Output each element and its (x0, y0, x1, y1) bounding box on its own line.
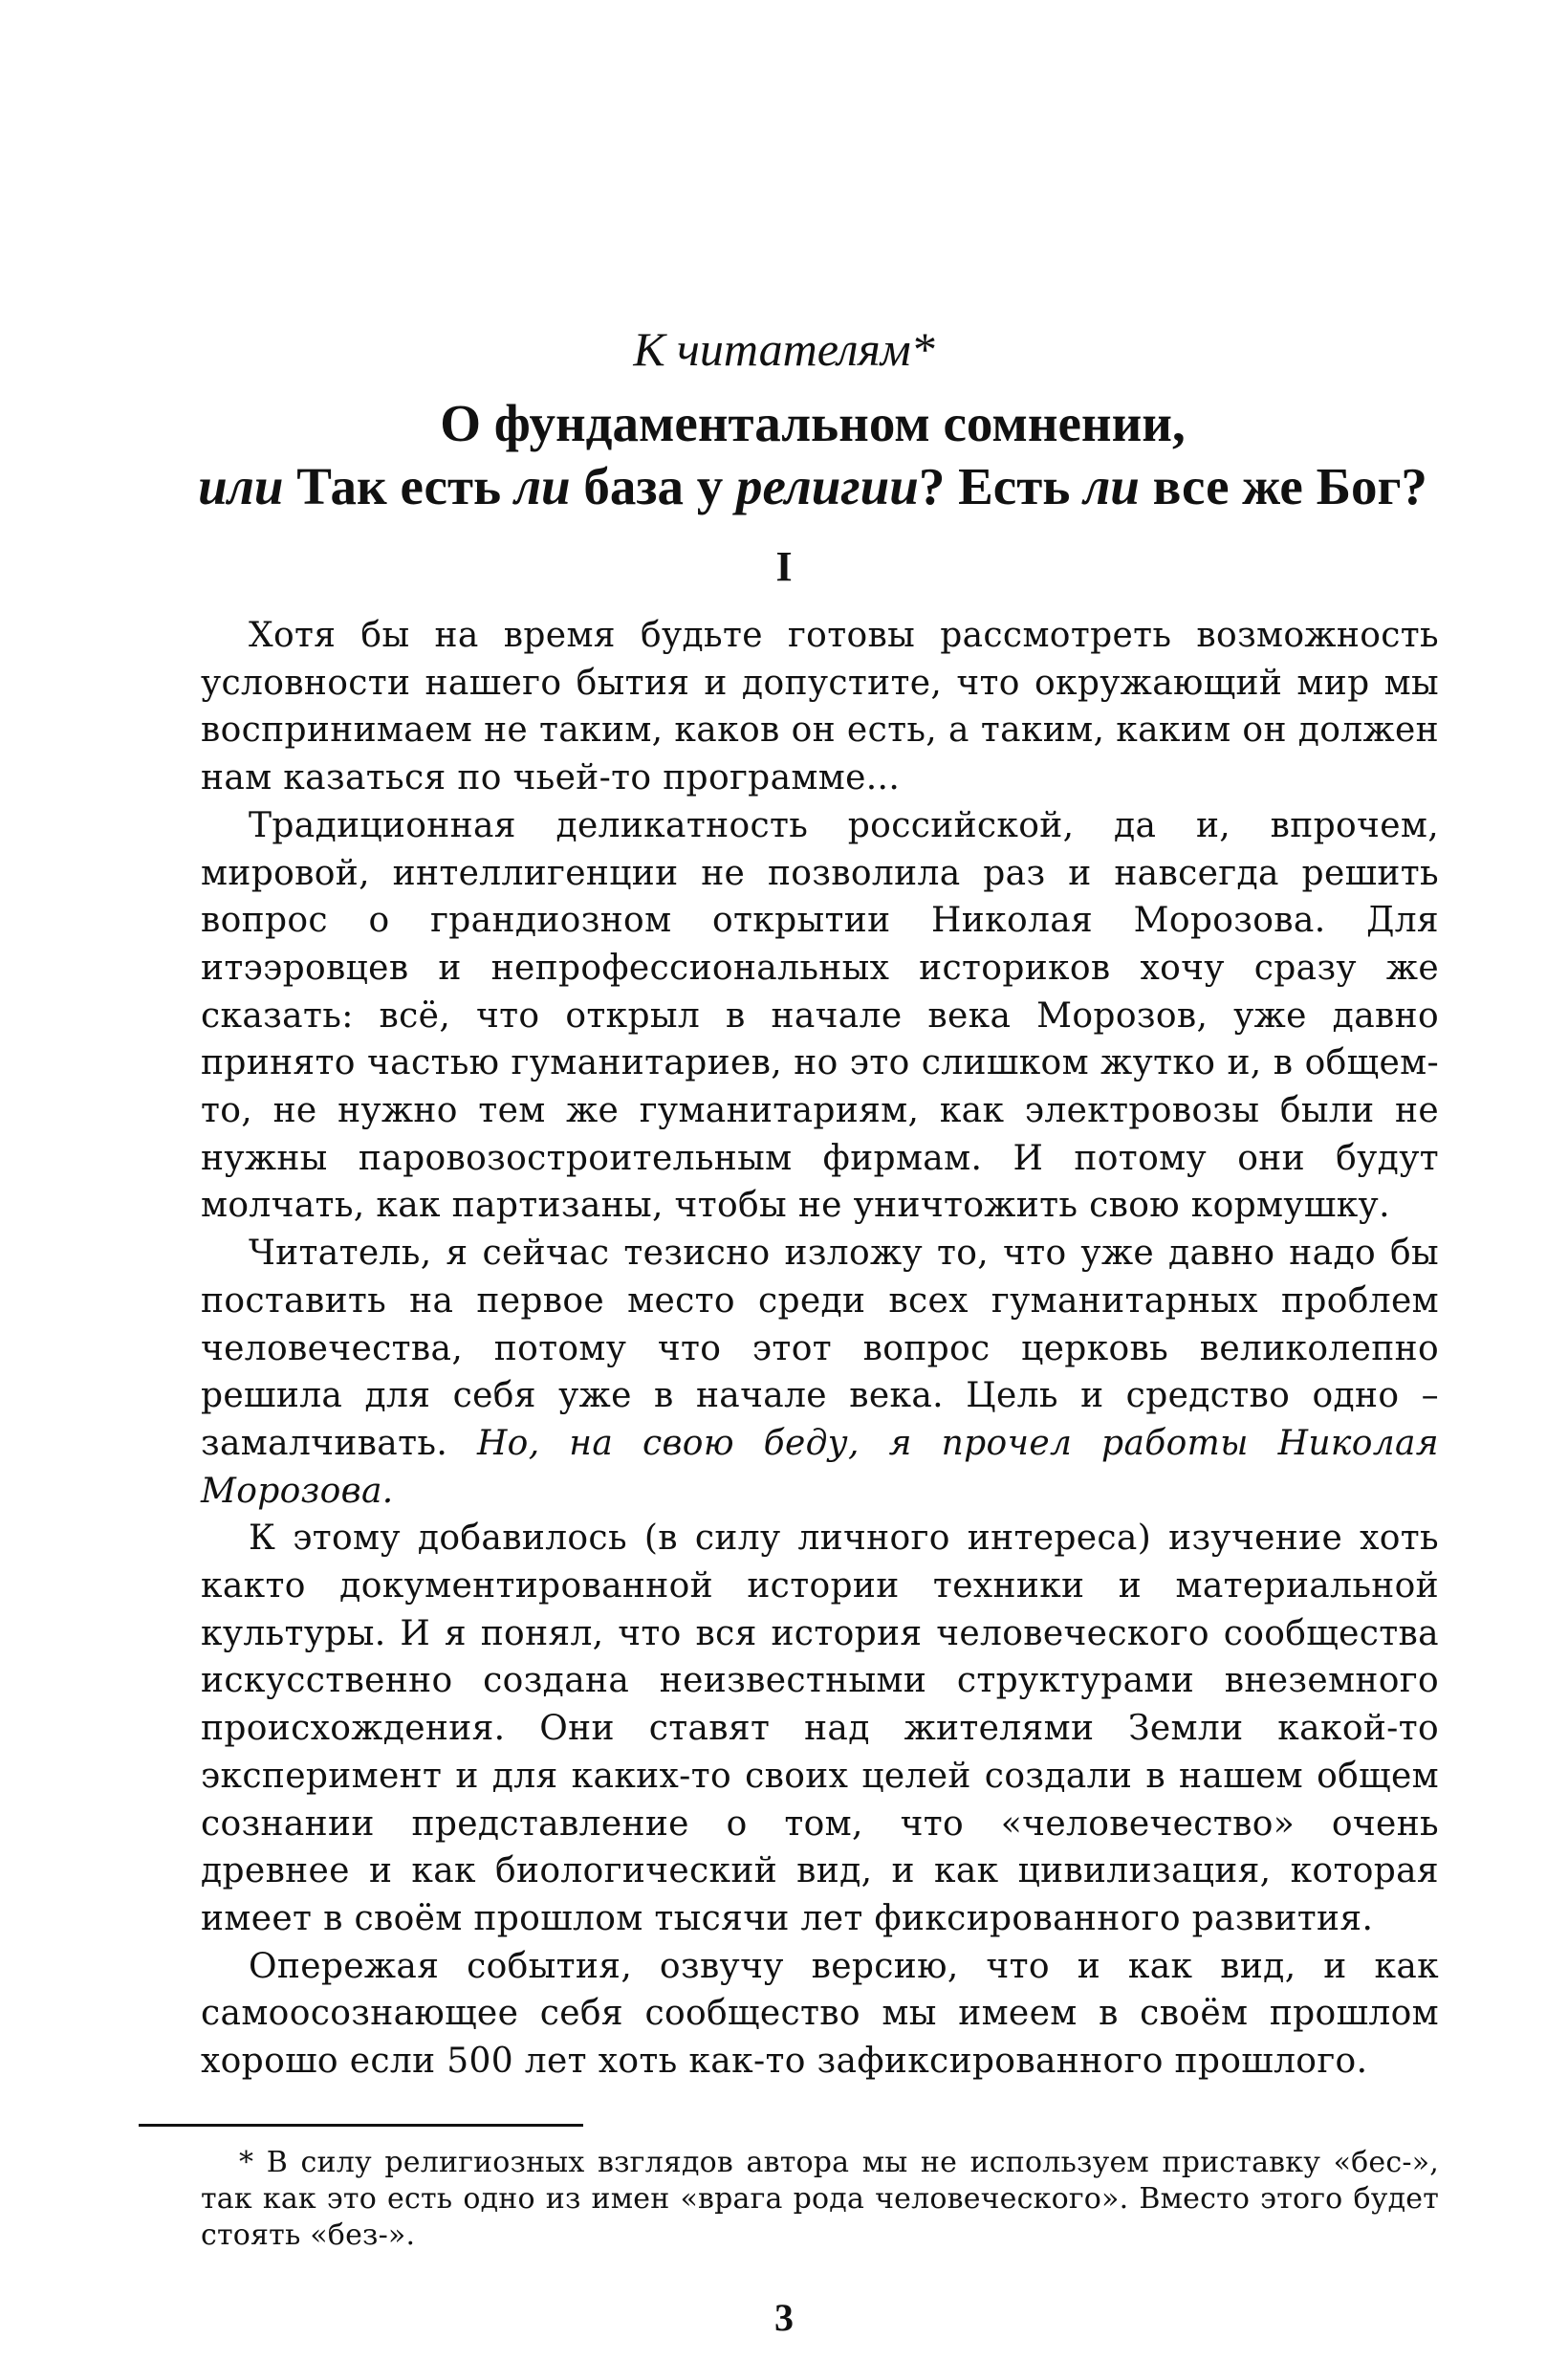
body-text (201, 612, 1439, 2086)
paragraph: Традиционная деликатность российской, да и, впрочем, мировой, интеллигенции не позволила раз и навсегда решить вопрос о грандиозном открытии Николая Морозова. Для итээровцев и непрофессиональных историков хочу сразу же сказать: всё, что открыл в начале века Морозов, уже давно принято частью гуманитариев, но это слишком жутко и, в общем-то, не нужно тем же гуманитариям, как электровозы были не нужны паровозостроительным фирмам. И потому они будут молчать, как партизаны, чтобы не уничтожить свою кормушку. (201, 805, 1439, 1226)
page-number: 3 (774, 2296, 794, 2339)
title-word-li: ли (1083, 457, 1140, 515)
paragraph: Опережая события, озвучу версию, что и как вид, и как самоосознающее себя сообщество мы имеем в своём прошлом хорошо если 500 лет хоть как-то зафиксированного прошлого. (201, 1946, 1439, 2082)
title-segment: Так есть (283, 457, 514, 515)
paragraph: Хотя бы на время будьте готовы рассмотреть возможность условности нашего бытия и допустите, что окружающий мир мы воспринимаем не таким, каков он есть, а таким, каким он должен нам казаться по чьей-то программе... (201, 616, 1439, 798)
footnote (201, 2145, 1439, 2254)
title-line-1: О фундаментальном сомнении, (440, 394, 1186, 452)
paragraph-text: Читатель, я сейчас тезисно изложу то, что уже давно надо бы поставить на первое место среди всех гуманитарных проблем человечества, потому что этот вопрос церковь великолепно решила для себя уже в начале века. Цель и средство одно – замалчивать. (201, 1234, 1439, 1463)
title-word-ili: или (198, 457, 284, 515)
paragraph-italic-sentence: Но, на свою беду, я прочел работы Николая Морозова. (201, 1423, 1439, 1511)
chapter-title (191, 392, 1434, 518)
to-readers-heading: К читателям* (633, 322, 935, 376)
title-segment: база у (570, 457, 737, 515)
title-segment: ? Есть (918, 457, 1084, 515)
title-segment: все же Бог? (1139, 457, 1427, 515)
title-word-li: ли (513, 457, 571, 515)
title-word-religii: религии (736, 457, 919, 515)
footnote-divider (139, 2124, 583, 2127)
paragraph: К этому добавилось (в силу личного интереса) изучение хоть както документированной истории техники и материальной культуры. И я понял, что вся история человеческого сообщества искусственно создана неизвестными структурами внеземного происхождения. Они ставят над жителями Земли какой-то эксперимент и для каких-то своих целей создали в нашем общем сознании представление о том, что «человечество» очень древнее и как биологический вид, и как цивилизация, которая имеет в своём прошлом тысячи лет фиксированного развития. (201, 1519, 1439, 1938)
section-number: I (775, 543, 793, 590)
paragraph (201, 1230, 1439, 1515)
footnote-text: * В силу религиозных взглядов автора мы не используем приставку «бес-», так как это есть одно из имен «врага рода человеческого». Вместо этого будет стоять «без-». (201, 2146, 1439, 2252)
